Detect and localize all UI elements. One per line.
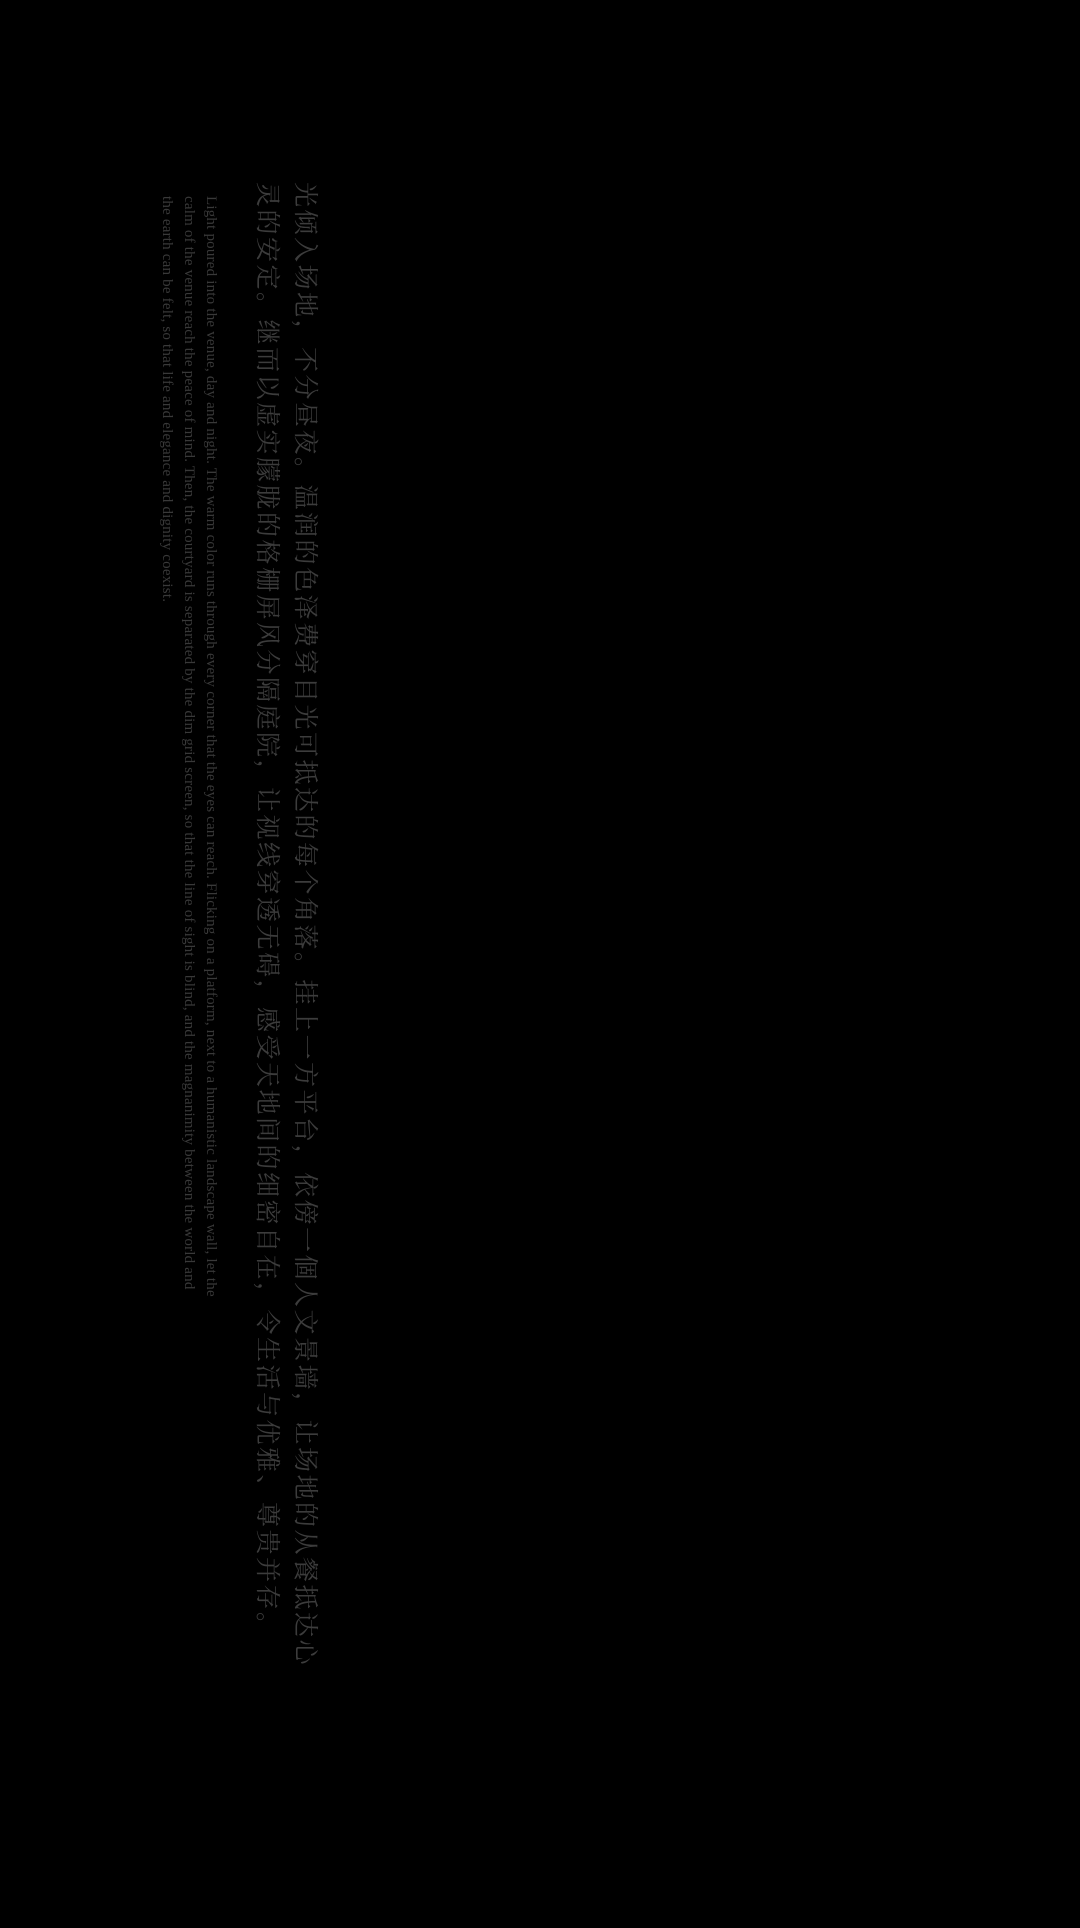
english-line-1: Light poured into the venue, day and night. The warm color runs through every corner that the eyes can reach. Flicking on a platform, next to a humanistic landscape wall, let the <box>203 196 219 1297</box>
english-line-3: the earth can be felt, so that life and elegance and dignity coexist. <box>159 196 175 603</box>
english-line-2: calm of the venue reach the peace of mind. Then, the courtyard is separated by the dim grid screen, so that the line of sight is blind, and the magnanimity between the world and <box>181 196 197 1290</box>
chinese-line-2: 灵的安定。继而以虚实朦胧的格栅屏风分隔庭院，让视线穿透无碍，感受天地间的细密自在，令生活与优雅、尊贵并存。 <box>253 182 282 1640</box>
chinese-line-1: 光倾入场地，不分昼夜。温润的色泽费穿目光可抵达的每个角落。挂上一方平台，依傍一個人文景墙，让场地的从餐抵达心 <box>291 182 320 1668</box>
